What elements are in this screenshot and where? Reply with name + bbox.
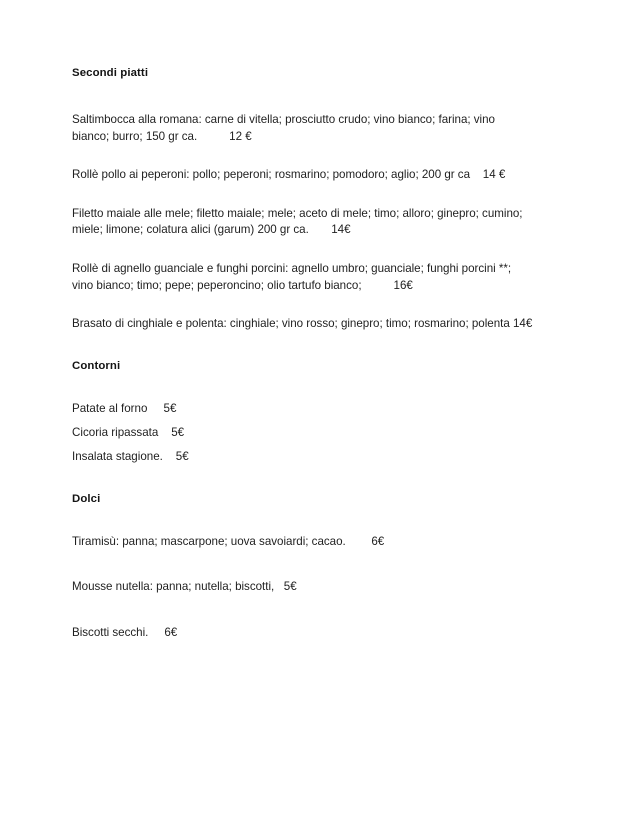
spacer [72,294,534,316]
section-heading-dolci: Dolci [72,492,101,505]
menu-content [72,66,534,641]
spacer [72,550,534,579]
menu-entry-rolle-agnello: Rollè di agnello guanciale e funghi porcini: agnello umbro; guanciale; funghi porcini **; vino bianco; timo; pepe; peperoncino; olio tartufo bianco; 16€ [72,261,515,292]
spacer [72,184,534,206]
spacer [72,81,534,112]
spacer [72,441,534,449]
section-heading-contorni: Contorni [72,359,121,372]
menu-entry-mousse-nutella: Mousse nutella: panna; nutella; biscotti, 5€ [72,580,297,594]
spacer [72,417,534,425]
menu-entry-saltimbocca: Saltimbocca alla romana: carne di vitella; prosciutto crudo; vino bianco; farina; vino bianco; burro; 150 gr ca. 12 € [72,113,499,143]
menu-entry-tiramisu: Tiramisù: panna; mascarpone; uova savoiardi; cacao. 6€ [72,534,385,548]
menu-entry-patate-al-forno: Patate al forno 5€ [72,401,177,415]
spacer [72,239,534,261]
menu-entry-cicoria-ripassata: Cicoria ripassata 5€ [72,425,185,439]
menu-entry-biscotti-secchi: Biscotti secchi. 6€ [72,625,178,639]
section-heading-secondi-piatti: Secondi piatti [72,67,149,79]
menu-entry-filetto-maiale: Filetto maiale alle mele; filetto maiale; mele; aceto di mele; timo; alloro; ginepro; cumino; miele; limone; colatura alici (garum) 200 gr ca. 14€ [72,206,526,237]
menu-entry-rolle-pollo: Rollè pollo ai peperoni: pollo; peperoni; rosmarino; pomodoro; aglio; 200 gr ca 14 € [72,168,506,182]
menu-entry-brasato-cinghiale: Brasato di cinghiale e polenta: cinghiale; vino rosso; ginepro; timo; rosmarino; polenta 14€ [72,317,533,331]
spacer [72,145,534,167]
menu-entry-insalata-stagione: Insalata stagione. 5€ [72,449,189,463]
spacer [72,507,534,534]
spacer [72,374,534,401]
spacer [72,596,534,625]
spacer [72,466,534,492]
spacer [72,333,534,359]
